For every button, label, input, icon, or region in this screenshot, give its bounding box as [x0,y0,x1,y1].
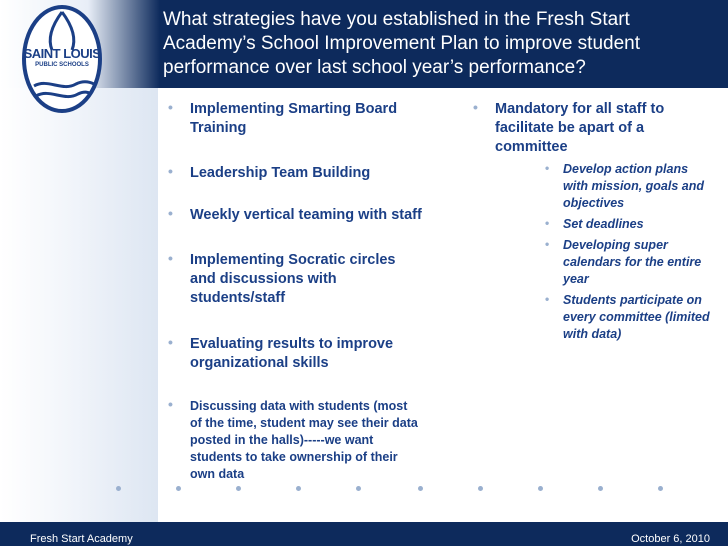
list-item: • Implementing Socratic circles and discussions with students/staff [170,251,422,308]
left-panel [0,88,158,522]
list-item: • Evaluating results to improve organizational skills [170,335,422,373]
footer-school-name: Fresh Start Academy [30,533,133,545]
logo-text-top: SAINT LOUIS [23,46,101,61]
decorative-dot [116,486,121,491]
footer-band [0,522,728,546]
sub-list-item: • Develop action plans with mission, goals and objectives [543,161,715,212]
list-item: • Implementing Smarting Board Training [170,100,422,138]
list-item-label: Mandatory for all staff to facilitate be apart of a committee [495,101,665,155]
left-bullet-list [170,100,422,483]
sub-list-item: • Developing super calendars for the entire year [543,237,715,288]
decorative-dot [296,486,301,491]
decorative-dot [236,486,241,491]
decorative-dot [598,486,603,491]
logo-text-bottom: PUBLIC SCHOOLS [35,62,89,68]
decorative-dot [418,486,423,491]
list-item [475,100,715,343]
decorative-dot [538,486,543,491]
right-bullet-list [475,100,715,347]
list-item: • Weekly vertical teaming with staff [170,206,422,225]
list-item: • Discussing data with students (most of the time, student may see their data posted in the halls)-----we want students to take ownership of their own data [170,398,422,483]
decorative-dot [176,486,181,491]
saint-louis-public-schools-logo [14,4,101,112]
list-item: • Leadership Team Building [170,164,422,183]
sub-list-item: • Students participate on every committee (limited with data) [543,292,715,343]
slide-title: What strategies have you established in the Fresh Start Academy’s School Improvement Plan to improve student performance over last school year’s performance? [163,9,640,78]
decorative-dot-row [0,486,728,498]
sub-list-item: • Set deadlines [543,216,715,233]
sub-bullet-list [543,161,715,343]
decorative-dot [356,486,361,491]
footer-date: October 6, 2010 [631,533,710,545]
decorative-dot [478,486,483,491]
decorative-dot [658,486,663,491]
